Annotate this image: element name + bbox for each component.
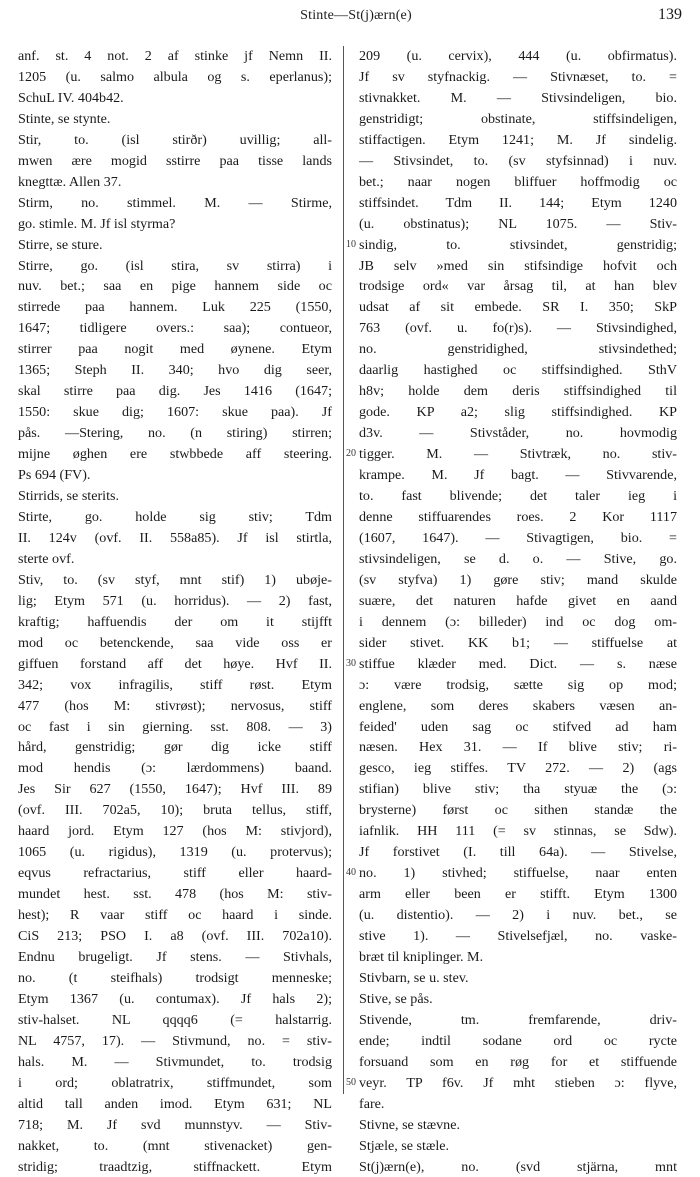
text-line: Stjæle, se stæle. [359, 1137, 450, 1154]
text-line: oc fast i sin gierning. sst. 808. — 3) [18, 718, 332, 735]
text-line: St(j)ærn(e), no. (svd stjärna, mnt [359, 1158, 677, 1175]
text-line: (sv styfva) 1) gøre stiv; mand skulde [359, 571, 677, 588]
text-line: knegttæ. Allen 37. [18, 173, 122, 190]
text-line: 1065 (u. rigidus), 1319 (u. protervus); [18, 844, 332, 861]
text-line: sindig, to. stivsindet, genstridig; [359, 236, 677, 253]
text-line: hård, genstridig; gør dig icke stiff [18, 739, 332, 756]
text-line: mod oc betenckende, saa vide oss er [18, 634, 332, 651]
text-line: daarlig hastighed oc stiffsindighed. SthV [359, 362, 677, 379]
running-head: Stinte—St(j)ærn(e) [300, 8, 412, 23]
text-line: Endnu brugeligt. Jf stens. — Stivhals, [18, 948, 332, 965]
text-line: i ord; oblatratrix, stiffmundet, som [18, 1074, 332, 1091]
page-header [14, 6, 682, 32]
text-line: Jf sv styfnackig. — Stivnæset, to. = [359, 68, 677, 85]
line-number: 10 [346, 238, 356, 250]
text-line: Ps 694 (FV). [18, 467, 91, 484]
text-line: Stiv, to. (sv styf, mnt stif) 1) ubøje- [18, 571, 332, 588]
left-column [18, 46, 332, 1177]
text-line: haard jord. Etym 127 (hos M: stivjord), [18, 823, 332, 840]
text-line: iafnlik. HH 111 (= sv stinnas, se Sdw). [359, 823, 677, 840]
text-line: Jf forstivet (I. till 64a). — Stivelse, [359, 844, 677, 861]
text-line: go. stimle. M. Jf isl styrma? [18, 215, 176, 232]
text-line: ende; indtil sodane ord oc rycte [359, 1032, 677, 1049]
text-line: Stir, to. (isl stirðr) uvillig; all- [18, 131, 332, 148]
text-line: sider stivet. KK b1; — stiffuelse at [359, 634, 677, 651]
text-line: denne stiffuarendes roes. 2 Kor 1117 [359, 508, 677, 525]
text-line: stifian) blive stiv; tha styuæ the (ɔ: [359, 781, 677, 798]
text-line: to. fast blivende; det taler ieg i [359, 488, 677, 505]
line-number: 30 [346, 657, 356, 669]
text-line: brysterne) først oc sithen standæ the [359, 802, 677, 819]
text-line: ɔ: være trodsig, sætte sig op mod; [359, 676, 677, 693]
text-line: 718; M. Jf svd munnstyv. — Stiv- [18, 1116, 332, 1133]
text-line: stive 1). — Stivelsefjæl, no. vaske- [359, 928, 677, 945]
text-line: stiv-halset. NL qqqq6 (= halstarrig. [18, 1011, 332, 1028]
text-line: fare. [359, 1095, 385, 1112]
text-line: lig; Etym 571 (u. horridus). — 2) fast, [18, 592, 332, 609]
text-line: bet.; naar nogen bliffuer hoffmodig oc [359, 173, 677, 190]
text-line: hals. M. — Stivmundet, to. trodsig [18, 1053, 332, 1070]
line-number: 50 [346, 1076, 356, 1088]
text-line: stiffsindet. Tdm II. 144; Etym 1240 [359, 194, 677, 211]
text-line: Jes Sir 627 (1550, 1647); Hvf III. 89 [18, 781, 332, 798]
text-line: CiS 213; PSO I. a8 (ovf. III. 702a10). [18, 928, 332, 945]
text-line: no. genstridighed, stivsindethed; [359, 341, 677, 358]
text-line: bræt til kniplinger. M. [359, 948, 484, 965]
text-line: stiffactigen. Etym 1241; M. Jf sindelig. [359, 131, 677, 148]
text-line: — Stivsindet, to. (sv styfsinnad) i nuv. [359, 152, 677, 169]
text-line: 1365; Steph II. 340; hvo dig seer, [18, 362, 332, 379]
text-line: hest); R vaar stiff oc haard i sinde. [18, 907, 332, 924]
text-line: SchuL IV. 404b42. [18, 89, 124, 106]
text-line: kraftig; haffuendis der om it stijfft [18, 613, 332, 630]
text-line: næsen. Hex 31. — If blive stiv; ri- [359, 739, 677, 756]
text-line: Stirte, go. holde sig stiv; Tdm [18, 508, 332, 525]
text-line: (u. distentio). — 2) i nuv. bet., se [359, 907, 677, 924]
text-line: arm eller been er stifft. Etym 1300 [359, 886, 677, 903]
text-line: 209 (u. cervix), 444 (u. obfirmatus). [359, 48, 677, 64]
text-line: Stirre, go. (isl stira, sv stirra) i [18, 257, 332, 274]
text-line: stirrer paa nogit med øynene. Etym [18, 341, 332, 358]
text-line: 1550: skue dig; 1607: skue paa). Jf [18, 404, 332, 421]
text-line: no. (t steifhals) trodsigt menneske; [18, 969, 332, 986]
line-number: 40 [346, 867, 356, 879]
text-line: stivnakket. M. — Stivsindeligen, bio. [359, 89, 677, 106]
text-line: Stive, se pås. [359, 990, 433, 1007]
text-line: h8v; holde dem deris stiffsindighed til [359, 383, 677, 400]
text-line: gesco, ieg stiffes. TV 272. — 2) (ags [359, 760, 677, 777]
text-line: genstridigt; obstinate, stiffsindeligen, [359, 110, 677, 127]
text-line: JB selv »med sin stifsindige hofvit och [359, 257, 677, 274]
text-line: mwen ære mogid sstirre paa tisse lands [18, 152, 332, 169]
text-line: (ovf. III. 702a5, 10); bruta tellus, stiff, [18, 802, 332, 819]
text-line: stirrede paa hannem. Luk 225 (1550, [18, 299, 332, 316]
text-line: mijne øghen ere stwbbede aff steering. [18, 446, 332, 463]
text-line: Stirre, se sture. [18, 236, 103, 253]
text-line: 342; vox infragilis, stiff røst. Etym [18, 676, 332, 693]
text-line: Stivende, tm. fremfarende, driv- [359, 1011, 677, 1028]
text-line: 1647; tidligere overs.: saa); contueor, [18, 320, 332, 337]
text-line: altid tall anden imod. Etym 631; NL [18, 1095, 332, 1112]
text-line: stiffue klæder med. Dict. — s. næse [359, 655, 677, 672]
text-line: trodsige ord« var årsag til, at han blev [359, 278, 677, 295]
text-line: Stivne, se stævne. [359, 1116, 461, 1133]
text-line: 1205 (u. salmo albula og s. eperlanus); [18, 68, 332, 85]
page-number: 139 [657, 6, 682, 23]
right-column [359, 46, 677, 1177]
text-line: II. 124v (ovf. II. 558a85). Jf isl stirtla, [18, 529, 332, 546]
text-line: forsuand som en røg for et stiffuende [359, 1053, 677, 1070]
text-line: giffuen forstand aff det høye. Hvf II. [18, 655, 332, 672]
text-line: englene, som deres skabers væsen an- [359, 697, 677, 714]
text-line: suære, det naturen hafde givet en aand [359, 592, 677, 609]
text-line: stridig; traadtzig, stiffnackett. Etym [18, 1158, 332, 1175]
text-line: 763 (ovf. u. fo(r)s). — Stivsindighed, [359, 320, 677, 337]
text-line: mundet hest. sst. 478 (hos M: stiv- [18, 886, 332, 903]
text-line: eqvus refractarius, stiff eller haard- [18, 865, 332, 882]
text-line: stivsindeligen, se d. o. — Stive, go. [359, 550, 677, 567]
text-line: krampe. M. Jf bagt. — Stivvarende, [359, 467, 677, 484]
text-line: Stivbarn, se u. stev. [359, 969, 469, 986]
text-line: (u. obstinatus); NL 1075. — Stiv- [359, 215, 677, 232]
text-line: 477 (hos M: stivrøst); nervosus, stiff [18, 697, 332, 714]
column-divider [343, 46, 344, 1094]
text-line: Stirm, no. stimmel. M. — Stirme, [18, 194, 332, 211]
line-number: 20 [346, 448, 356, 460]
text-line: nakket, to. (mnt stivenacket) gen- [18, 1137, 332, 1154]
text-line: skal stirre paa dig. Jes 1416 (1647; [18, 383, 332, 400]
text-line: no. 1) stivhed; stiffuelse, naar enten [359, 865, 677, 882]
text-line: veyr. TP f6v. Jf mht stieben ɔ: flyve, [359, 1074, 677, 1091]
text-line: NL 4757, 17). — Stivmund, no. = stiv- [18, 1032, 332, 1049]
text-line: Etym 1367 (u. contumax). Jf hals 2); [18, 990, 332, 1007]
text-line: d3v. — Stivståder, no. hovmodig [359, 425, 677, 442]
text-line: anf. st. 4 not. 2 af stinke jf Nemn II. [18, 48, 332, 64]
text-line: (1607, 1647). — Stivagtigen, bio. = [359, 529, 677, 546]
text-line: mod hendis (ɔ: lærdommens) baand. [18, 760, 332, 777]
text-line: feided' uden sag oc stifved ad ham [359, 718, 677, 735]
text-line: i dennem (ɔ: billeder) ind oc dog om- [359, 613, 677, 630]
text-line: gode. KP a2; slig stiffsindighed. KP [359, 404, 677, 421]
text-line: Stinte, se stynte. [18, 110, 111, 127]
text-line: nuv. bet.; saa en pige hannem side oc [18, 278, 332, 295]
text-line: pås. —Stering, no. (n stiring) stirren; [18, 425, 332, 442]
text-line: sterte ovf. [18, 550, 75, 567]
text-line: Stirrids, se sterits. [18, 488, 120, 505]
text-line: tigger. M. — Stivtræk, no. stiv- [359, 446, 677, 463]
text-line: udsat af sit embede. SR I. 350; SkP [359, 299, 677, 316]
